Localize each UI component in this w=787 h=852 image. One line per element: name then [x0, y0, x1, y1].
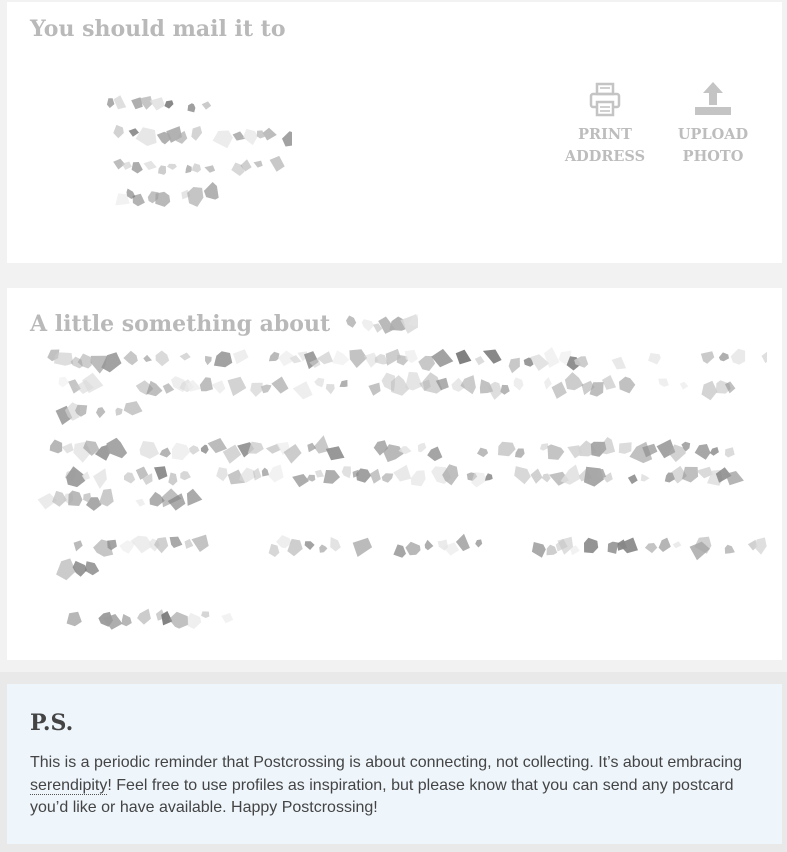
- redaction-blob: [612, 357, 627, 370]
- username-redacted: [338, 314, 418, 336]
- redaction-blob: [124, 472, 135, 483]
- redaction-blob: [515, 449, 525, 458]
- redaction-blob: [123, 351, 137, 366]
- redaction-blob: [254, 161, 263, 168]
- redaction-blob: [59, 377, 69, 388]
- redaction-blob: [212, 380, 226, 393]
- redaction-blob: [514, 466, 531, 484]
- redaction-blob: [201, 611, 209, 618]
- redaction-blob: [93, 468, 107, 489]
- redaction-blob: [74, 540, 83, 551]
- redaction-blob: [180, 353, 191, 361]
- redaction-blob: [658, 379, 669, 387]
- redaction-blob: [192, 163, 201, 172]
- redaction-blob: [202, 101, 212, 109]
- redaction-blob: [485, 473, 493, 481]
- redaction-blob: [477, 448, 488, 458]
- redaction-blob: [136, 127, 157, 146]
- ps-text-before: This is a periodic reminder that Postcrossing is about connecting, not collecting. It’s about embracing: [30, 754, 743, 771]
- redaction-blob: [154, 466, 167, 480]
- redaction-blob: [475, 539, 482, 547]
- redaction-blob: [99, 489, 114, 507]
- redaction-blob: [411, 470, 426, 486]
- redaction-blob: [326, 446, 345, 460]
- redaction-blob: [565, 372, 584, 390]
- redaction-blob: [165, 100, 174, 108]
- address-card: [7, 2, 782, 263]
- address-redacted: [92, 87, 292, 217]
- redaction-blob: [682, 467, 698, 483]
- redaction-blob: [498, 442, 516, 457]
- redaction-blob: [228, 377, 247, 396]
- ps-card: [7, 684, 782, 844]
- redaction-blob: [547, 545, 558, 556]
- redaction-blob: [500, 385, 509, 395]
- redaction-blob: [269, 544, 280, 557]
- print-address-label: PRINT ADDRESS: [564, 126, 646, 165]
- redaction-blob: [189, 445, 200, 454]
- redaction-blob: [156, 351, 170, 367]
- redaction-blob: [68, 491, 82, 507]
- redaction-blob: [185, 539, 194, 549]
- redaction-blob: [544, 377, 552, 390]
- redaction-blob: [648, 353, 661, 365]
- redaction-blob: [405, 542, 420, 556]
- serendipity-link[interactable]: serendipity: [30, 776, 108, 794]
- redaction-blob: [619, 442, 632, 454]
- redaction-blob: [163, 383, 174, 394]
- redaction-blob: [349, 349, 367, 368]
- redaction-blob: [305, 541, 315, 550]
- redaction-blob: [332, 350, 349, 365]
- redaction-blob: [122, 614, 132, 626]
- redaction-blob: [645, 543, 657, 553]
- redaction-blob: [101, 352, 121, 372]
- redaction-blob: [282, 131, 292, 146]
- redaction-blob: [393, 465, 411, 482]
- redaction-blob: [552, 382, 567, 399]
- redaction-blob: [170, 537, 183, 548]
- ps-message: [30, 752, 765, 820]
- redaction-blob: [188, 103, 196, 112]
- redaction-blob: [67, 612, 82, 627]
- redaction-blob: [600, 437, 615, 454]
- redaction-blob: [208, 438, 227, 453]
- redaction-blob: [509, 358, 520, 374]
- redaction-blob: [107, 98, 115, 108]
- redaction-blob: [250, 383, 263, 397]
- redaction-blob: [262, 468, 269, 477]
- redaction-blob: [673, 541, 682, 548]
- redaction-blob: [180, 471, 191, 480]
- redaction-blob: [150, 97, 165, 110]
- redaction-blob: [270, 156, 285, 172]
- redaction-blob: [216, 467, 228, 481]
- redaction-blob: [548, 444, 565, 460]
- redaction-blob: [54, 352, 73, 366]
- redaction-blob: [187, 489, 202, 506]
- redaction-blob: [113, 125, 124, 138]
- redaction-blob: [731, 349, 745, 365]
- redaction-blob: [213, 131, 233, 149]
- redaction-blob: [188, 613, 202, 629]
- redaction-blob: [754, 537, 767, 554]
- redaction-blob: [214, 351, 232, 367]
- redaction-blob: [540, 443, 548, 450]
- redaction-blob: [137, 609, 151, 625]
- redaction-blob: [330, 537, 341, 552]
- redaction-blob: [269, 352, 280, 362]
- redaction-blob: [382, 473, 394, 483]
- upload-icon: [691, 80, 735, 120]
- redaction-blob: [239, 468, 256, 483]
- redaction-blob: [192, 535, 209, 552]
- redaction-blob: [114, 95, 127, 109]
- redaction-blob: [158, 165, 166, 175]
- print-address-button[interactable]: [559, 80, 651, 168]
- redaction-blob: [204, 165, 215, 173]
- redaction-blob: [418, 443, 426, 453]
- redaction-blob: [431, 349, 453, 367]
- redaction-blob: [268, 465, 284, 483]
- redaction-blob: [205, 356, 212, 365]
- redaction-blob: [146, 381, 162, 397]
- redaction-blob: [135, 499, 145, 507]
- redaction-blob: [243, 129, 258, 145]
- redaction-blob: [483, 350, 502, 364]
- redaction-blob: [169, 612, 189, 629]
- redaction-blob: [427, 447, 442, 462]
- redaction-blob: [293, 381, 313, 399]
- redaction-blob: [221, 613, 233, 623]
- redaction-blob: [133, 194, 145, 206]
- redaction-blob: [129, 128, 139, 136]
- redaction-blob: [172, 443, 190, 461]
- redaction-blob: [346, 316, 356, 328]
- redaction-blob: [719, 352, 729, 361]
- upload-photo-label: UPLOAD PHOTO: [677, 126, 749, 165]
- redaction-blob: [725, 545, 735, 554]
- redaction-blob: [115, 408, 122, 416]
- redaction-blob: [725, 447, 735, 457]
- redaction-blob: [154, 537, 168, 553]
- redaction-blob: [584, 538, 598, 553]
- upload-photo-button[interactable]: [667, 80, 759, 168]
- redaction-blob: [314, 378, 324, 387]
- ps-heading: P.S.: [30, 710, 74, 736]
- redaction-blob: [271, 377, 288, 394]
- ps-text-after: ! Feel free to use profiles as inspiration, but please know that you can send any postcard you’d like or have available. Happy Postcrossing!: [30, 776, 734, 816]
- redaction-blob: [702, 381, 718, 400]
- redaction-blob: [185, 165, 191, 173]
- redaction-blob: [628, 474, 638, 484]
- redaction-blob: [160, 448, 171, 458]
- redaction-blob: [191, 126, 202, 141]
- redaction-blob: [233, 131, 246, 140]
- redaction-blob: [405, 372, 422, 391]
- about-heading: [30, 311, 418, 337]
- redaction-blob: [340, 380, 348, 387]
- redaction-blob: [531, 469, 543, 484]
- redaction-blob: [695, 444, 711, 460]
- redaction-blob: [124, 401, 143, 415]
- redaction-blob: [353, 538, 372, 557]
- redaction-blob: [62, 443, 74, 454]
- redaction-blob: [168, 473, 177, 486]
- redaction-blob: [641, 474, 650, 482]
- redaction-blob: [200, 377, 213, 391]
- redaction-blob: [253, 468, 261, 481]
- redaction-blob: [514, 377, 524, 390]
- ps-section: [0, 672, 787, 852]
- redaction-blob: [56, 558, 76, 580]
- redaction-blob: [201, 445, 209, 454]
- about-heading-text: A little something about: [30, 311, 331, 337]
- redaction-blob: [155, 192, 170, 207]
- redaction-blob: [96, 407, 105, 418]
- redaction-blob: [762, 349, 767, 363]
- about-card: [7, 288, 782, 660]
- redaction-blob: [144, 161, 157, 170]
- redaction-blob: [66, 466, 85, 487]
- redaction-blob: [167, 164, 177, 170]
- redaction-blob: [315, 470, 324, 478]
- redaction-blob: [618, 538, 638, 554]
- redaction-blob: [187, 187, 203, 207]
- redaction-blob: [370, 469, 381, 484]
- redaction-blob: [50, 440, 63, 454]
- redaction-blob: [233, 349, 249, 364]
- about-text-redacted: [37, 346, 767, 636]
- redaction-blob: [292, 474, 309, 487]
- redaction-blob: [362, 319, 374, 331]
- redaction-blob: [143, 355, 152, 362]
- redaction-blob: [368, 383, 380, 396]
- redaction-blob: [132, 162, 143, 174]
- printer-icon: [583, 80, 627, 120]
- redaction-blob: [532, 542, 546, 558]
- redaction-blob: [659, 538, 671, 552]
- redaction-blob: [204, 182, 219, 200]
- redaction-blob: [602, 375, 616, 390]
- redaction-blob: [326, 384, 335, 394]
- redaction-blob: [85, 561, 99, 575]
- redaction-blob: [393, 544, 406, 557]
- redaction-blob: [418, 356, 435, 371]
- redaction-blob: [323, 470, 340, 484]
- redaction-blob: [456, 350, 472, 365]
- redaction-blob: [725, 471, 744, 485]
- redaction-blob: [73, 561, 87, 577]
- redaction-blob: [319, 545, 327, 553]
- redaction-blob: [425, 540, 434, 551]
- redaction-blob: [263, 128, 277, 141]
- redaction-blob: [140, 441, 160, 459]
- redaction-blob: [619, 377, 635, 394]
- redaction-blob: [680, 382, 689, 390]
- redaction-blob: [342, 466, 351, 478]
- redaction-blob: [701, 351, 714, 364]
- redaction-blob: [475, 356, 485, 365]
- redaction-blob: [710, 447, 719, 456]
- address-heading: You should mail it to: [30, 16, 286, 42]
- redaction-blob: [460, 375, 476, 394]
- redaction-blob: [106, 438, 127, 459]
